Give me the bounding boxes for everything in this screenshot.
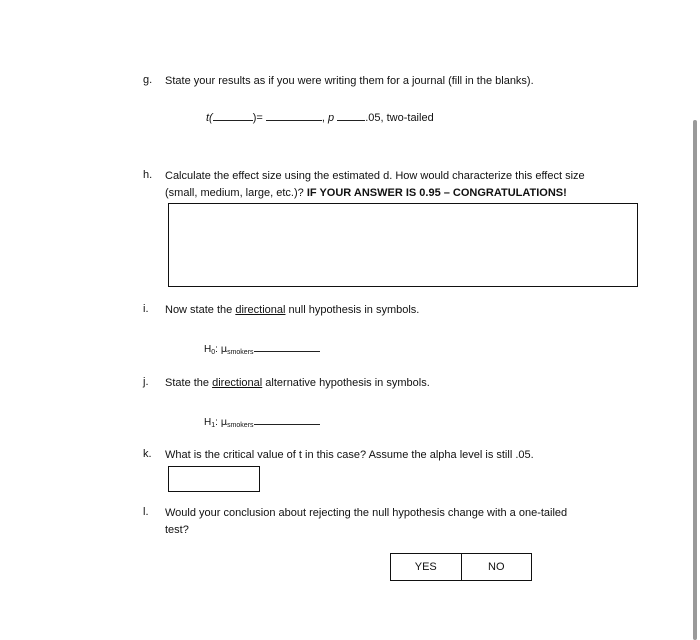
null-hypothesis-expression: $H_0$: µ$_{smokers}$ [204, 341, 320, 361]
mu-sub-smokers: smokers [227, 422, 254, 429]
h1-sub: 1 [211, 422, 216, 429]
question-i-text [165, 302, 419, 319]
question-k-letter: k. [143, 448, 152, 460]
formula-t: t( [206, 112, 213, 124]
question-h-line2-bold: IF YOUR ANSWER IS 0.95 – CONGRATULATIONS! [306, 187, 567, 199]
question-h-letter: h. [143, 169, 153, 181]
question-l-line1: Would your conclusion about rejecting the null hypothesis change with a one-tailed [165, 507, 568, 519]
p-blank[interactable] [337, 110, 365, 121]
question-i-letter: i. [143, 303, 149, 315]
formula-comma: , [321, 112, 325, 124]
question-l-letter: l. [143, 506, 149, 518]
question-g-text: State your results as if you were writing them for a journal (fill in the blanks). [165, 75, 534, 87]
question-i-pre: Now state the [165, 304, 236, 316]
question-g-letter: g. [143, 74, 153, 86]
alt-hypothesis-blank[interactable] [254, 417, 320, 425]
mu-symbol: µ [220, 344, 228, 355]
question-h-line2-plain: (small, medium, large, etc.)? [165, 187, 304, 199]
mu-sub-smokers: smokers [227, 349, 254, 356]
question-j-letter: j. [143, 376, 149, 388]
question-j-text [165, 375, 430, 392]
critical-value-answer-box[interactable] [168, 466, 260, 492]
mu-symbol: µ [220, 417, 228, 428]
h1-label: H [204, 417, 212, 428]
question-l-line2: test? [165, 524, 189, 536]
question-i-post: null hypothesis in symbols. [285, 304, 420, 316]
t-value-blank[interactable] [266, 110, 322, 121]
question-h-line2 [165, 185, 567, 202]
question-i-underlined: directional [235, 304, 286, 316]
formula-end: .05, two-tailed [365, 112, 434, 124]
question-h-line1: Calculate the effect size using the estimated d. How would characterize this effect size [165, 170, 585, 182]
effect-size-answer-box[interactable] [168, 203, 638, 287]
h0-label: H [204, 344, 212, 355]
formula-eq: )= [252, 112, 263, 124]
vertical-scrollbar[interactable] [693, 120, 697, 640]
question-j-underlined: directional [212, 377, 263, 389]
null-hypothesis-blank[interactable] [254, 344, 320, 352]
df-blank[interactable] [213, 110, 253, 121]
question-j-pre: State the [165, 377, 213, 389]
formula-p: p [328, 112, 335, 124]
yes-no-choice [390, 553, 532, 581]
alt-hypothesis-expression: $H_1$: µ$_{smokers}$ [204, 414, 320, 434]
h0-sub: 0 [211, 349, 216, 356]
question-k-text: What is the critical value of t in this case? Assume the alpha level is still .05. [165, 449, 534, 461]
question-j-post: alternative hypothesis in symbols. [262, 377, 430, 389]
no-option[interactable]: NO [488, 561, 505, 573]
question-g-formula [206, 110, 434, 127]
yes-option[interactable]: YES [414, 561, 437, 573]
